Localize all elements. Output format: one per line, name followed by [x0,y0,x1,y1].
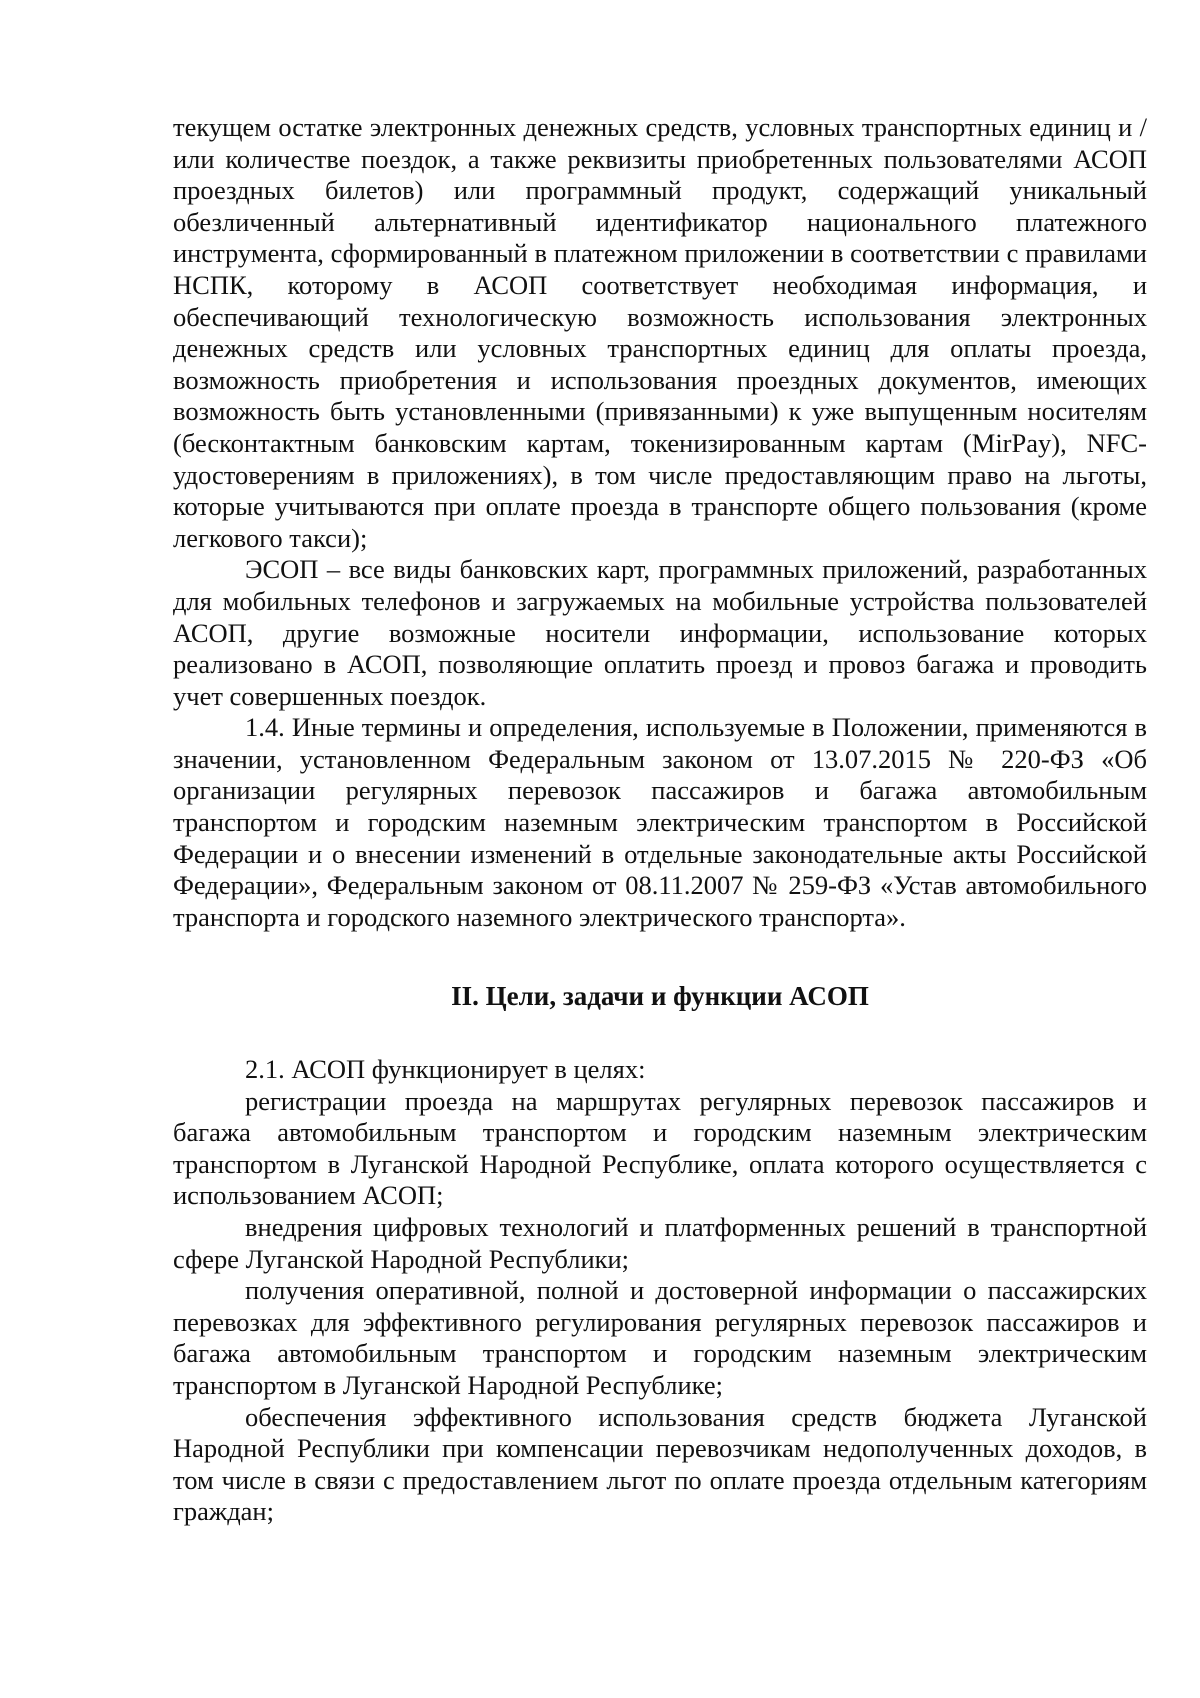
document-body [173,112,1147,1528]
paragraph-goal-digital: внедрения цифровых технологий и платформенных решений в транспортной сфере Луганской Народной Республики; [173,1212,1147,1274]
paragraph-goal-information: получения оперативной, полной и достоверной информации о пассажирских перевозках для эффективного регулирования регулярных перевозок пассажиров и багажа автомобильным транспортом и городским наземным электрическим транспортом в Луганской Народной Республике; [173,1275,1147,1400]
paragraph-1-4: 1.4. Иные термины и определения, используемые в Положении, применяются в значении, установленном Федеральным законом от 13.07.2015 № 220-ФЗ «Об организации регулярных перевозок пассажиров и багажа автомобильным транспортом и городским наземным электрическим транспортом в Российской Федерации и о внесении изменений в отдельные законодательные акты Российской Федерации», Федеральным законом от 08.11.2007 № 259-ФЗ «Устав автомобильного транспорта и городского наземного электрического транспорта». [173,712,1147,932]
paragraph-goal-registration: регистрации проезда на маршрутах регулярных перевозок пассажиров и багажа автомобильным транспортом и городским наземным электрическим транспортом в Луганской Народной Республике, оплата которого осуществляется с использованием АСОП; [173,1085,1147,1211]
paragraph-goal-budget: обеспечения эффективного использования средств бюджета Луганской Народной Республики при компенсации перевозчикам недополученных доходов, в том числе в связи с предоставлением льгот по оплате проезда отдельным категориям граждан; [173,1401,1147,1527]
section-heading: II. Цели, задачи и функции АСОП [451,981,869,1012]
paragraph-continuation: текущем остатке электронных денежных средств, условных транспортных единиц и / или количестве поездок, а также реквизиты приобретенных пользователями АСОП проездных билетов) или программный продукт, содержащий уникальный обезличенный альтернативный идентификатор национального платежного инструмента, сформированный в платежном приложении в соответствии с правилами НСПК, которому в АСОП соответствует необходимая информация, и обеспечивающий технологическую возможность использования электронных денежных средств или условных транспортных единиц для оплаты проезда, возможность приобретения и использования проездных документов, имеющих возможность быть установленными (привязанными) к уже выпущенным носителям (бесконтактным банковским картам, токенизированным картам (MirPay), NFC-удостоверениям в приложениях), в том числе предоставляющим право на льготы, которые учитываются при оплате проезда в транспорте общего пользования (кроме легкового такси); [173,112,1147,553]
paragraph-2-1: 2.1. АСОП функционирует в целях: [245,1054,646,1085]
paragraph-esop-definition: ЭСОП – все виды банковских карт, программных приложений, разработанных для мобильных телефонов и загружаемых на мобильные устройства пользователей АСОП, другие возможные носители информации, использование которых реализовано в АСОП, позволяющие оплатить проезд и провоз багажа и проводить учет совершенных поездок. [173,554,1147,711]
